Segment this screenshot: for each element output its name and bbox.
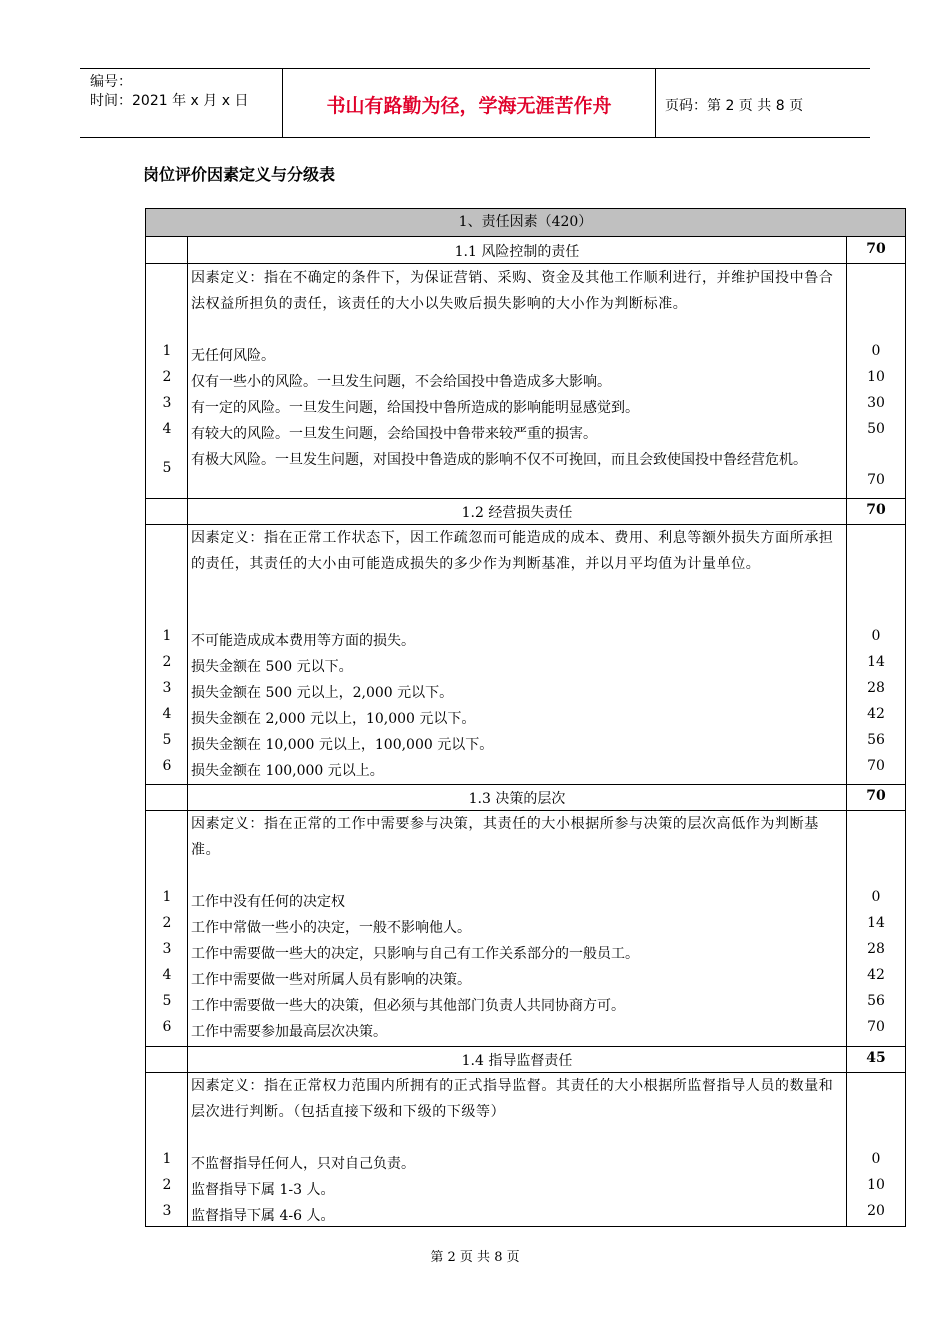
level-score: 28 [867,941,885,957]
level-score: 70 [867,1019,885,1035]
level-number: 4 [162,706,172,722]
level-score: 42 [867,706,885,722]
section-title: 1.4 指导监督责任 [461,1053,573,1069]
section-title: 1.1 风险控制的责任 [454,244,580,260]
level-description: 工作中常做一些小的决定，一般不影响他人。 [191,920,471,936]
level-score: 10 [867,369,885,385]
factor-definition: 因素定义：指在不确定的条件下，为保证营销、采购、资金及其他工作顺利进行，并维护国投中鲁合法权益所担负的责任，该责任的大小以失败后损失影响的大小作为判断标准。 [191,270,834,312]
level-description: 工作中需要参加最高层次决策。 [191,1024,387,1040]
document-title: 岗位评价因素定义与分级表 [143,165,336,184]
level-score: 14 [867,915,885,931]
level-description: 监督指导下属 1-3 人。 [191,1182,335,1198]
level-score: 30 [867,395,885,411]
level-description: 不可能造成成本费用等方面的损失。 [191,633,415,649]
page-footer: 第 2 页 共 8 页 [430,1250,520,1265]
level-description: 不监督指导任何人，只对自己负责。 [191,1156,415,1172]
factor-definition: 因素定义：指在正常的工作中需要参与决策，其责任的大小根据所参与决策的层次高低作为判断基准。 [191,816,819,858]
level-number: 6 [162,758,172,774]
level-number: 1 [162,343,172,359]
row-divider [146,498,905,499]
section-title: 1.2 经营损失责任 [461,505,573,521]
row-divider [146,784,905,785]
level-number: 2 [162,1177,172,1193]
level-description: 仅有一些小的风险。一旦发生问题，不会给国投中鲁造成多大影响。 [191,374,611,390]
level-description: 工作中没有任何的决定权 [191,894,345,910]
level-number: 1 [162,889,172,905]
level-description: 监督指导下属 4-6 人。 [191,1208,335,1224]
level-number: 5 [162,460,172,476]
level-description: 有极大风险。一旦发生问题，对国投中鲁造成的影响不仅不可挽回，而且会致使国投中鲁经营危机。 [191,452,807,468]
row-divider [146,263,905,264]
level-description: 工作中需要做一些大的决策，但必须与其他部门负责人共同协商方可。 [191,998,625,1014]
level-score: 70 [867,472,885,488]
level-score: 0 [871,889,881,905]
level-number: 3 [162,395,172,411]
code-label: 编号： [90,74,132,90]
level-score: 70 [867,758,885,774]
section-score: 70 [866,241,886,257]
level-number: 4 [162,967,172,983]
level-description: 损失金额在 2,000 元以上，10,000 元以下。 [191,711,476,727]
level-description: 损失金额在 500 元以下。 [191,659,353,675]
section-title: 1.3 决策的层次 [468,791,566,807]
level-description: 无任何风险。 [191,348,275,364]
row-divider [146,1046,905,1047]
evaluation-table [145,208,906,1227]
header-divider [655,69,656,137]
level-number: 2 [162,915,172,931]
level-number: 5 [162,993,172,1009]
table-header: 1、责任因素（420） [146,209,905,237]
level-score: 56 [867,993,885,1009]
section-score: 70 [866,788,886,804]
level-description: 损失金额在 500 元以上，2,000 元以下。 [191,685,454,701]
level-number: 5 [162,732,172,748]
level-description: 损失金额在 10,000 元以上，100,000 元以下。 [191,737,494,753]
level-score: 0 [871,628,881,644]
level-score: 14 [867,654,885,670]
level-number: 2 [162,654,172,670]
level-score: 42 [867,967,885,983]
level-description: 有较大的风险。一旦发生问题，会给国投中鲁带来较严重的损害。 [191,426,597,442]
level-number: 1 [162,628,172,644]
header-motto: 书山有路勤为径，学海无涯苦作舟 [326,95,612,117]
level-number: 4 [162,421,172,437]
level-number: 6 [162,1019,172,1035]
level-score: 56 [867,732,885,748]
section-score: 70 [866,502,886,518]
level-number: 3 [162,1203,172,1219]
level-score: 28 [867,680,885,696]
level-description: 工作中需要做一些对所属人员有影响的决策。 [191,972,471,988]
level-score: 20 [867,1203,885,1219]
level-description: 损失金额在 100,000 元以上。 [191,763,384,779]
level-number: 1 [162,1151,172,1167]
level-description: 工作中需要做一些大的决定，只影响与自己有工作关系部分的一般员工。 [191,946,639,962]
level-number: 3 [162,680,172,696]
section-score: 45 [866,1050,886,1066]
level-number: 3 [162,941,172,957]
factor-definition: 因素定义：指在正常工作状态下，因工作疏忽而可能造成的成本、费用、利息等额外损失方面所承担的责任，其责任的大小由可能造成损失的多少作为判断基准，并以月平均值为计量单位。 [191,530,834,572]
header-page-info: 页码：第 2 页 共 8 页 [665,98,804,114]
level-score: 0 [871,343,881,359]
level-score: 0 [871,1151,881,1167]
header-meta [90,73,248,111]
level-score: 10 [867,1177,885,1193]
time-label: 时间：2021 年 x 月 x 日 [90,93,249,109]
level-number: 2 [162,369,172,385]
page-header [80,68,870,138]
level-score: 50 [867,421,885,437]
factor-definition: 因素定义：指在正常权力范围内所拥有的正式指导监督。其责任的大小根据所监督指导人员的数量和层次进行判断。（包括直接下级和下级的下级等） [191,1078,834,1120]
level-description: 有一定的风险。一旦发生问题，给国投中鲁所造成的影响能明显感觉到。 [191,400,639,416]
